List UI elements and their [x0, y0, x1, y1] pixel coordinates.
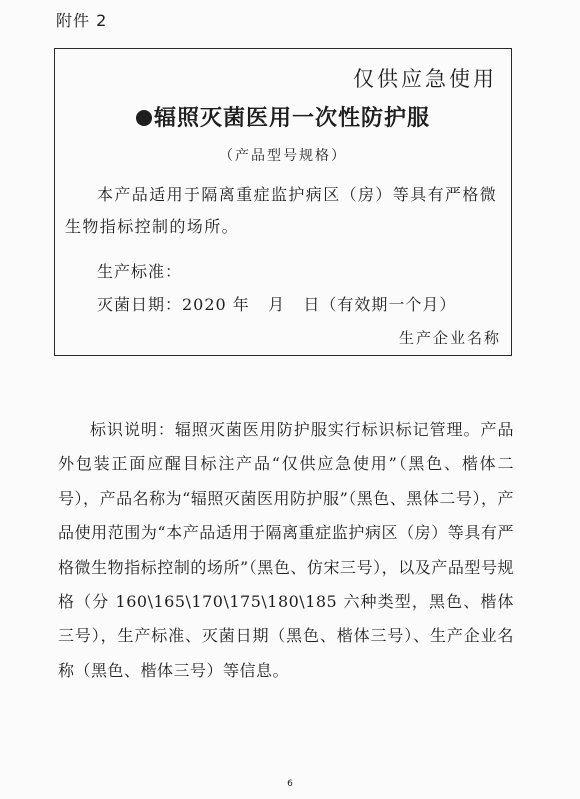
- product-label-box: [54, 48, 512, 356]
- attachment-label: 附件 2: [56, 11, 108, 30]
- bullet-dot-icon: [136, 110, 152, 126]
- product-name-text: 辐照灭菌医用一次性防护服: [153, 106, 430, 131]
- product-name-title: [55, 101, 511, 132]
- product-scope-text: 本产品适用于隔离重症监护病区（房）等具有严格微生物指标控制的场所。: [65, 185, 498, 236]
- label-explanation-paragraph: 标识说明：辐照灭菌医用防护服实行标识标记管理。产品外包装正面应醒目标注产品“仅供应急使用”（黑色、楷体二号），产品名称为“辐照灭菌医用防护服”（黑色、黑体二号），产品使用范围为“本产品适用于隔离重症监护病区（房）等具有严格微生物指标控制的场所”（黑色、仿宋三号），以及产品型号规格（分 160\165\170\175\180\185 六种类型，黑色、楷体三号），生产标准、灭菌日期（黑色、楷体三号）、生产企业名称（黑色、楷体三号）等信息。: [58, 420, 514, 680]
- product-spec-note: （产品型号规格）: [219, 148, 347, 164]
- page-number: 6: [287, 779, 293, 789]
- emergency-use-note: 仅供应急使用: [353, 67, 497, 91]
- manufacturer-name-line: 生产企业名称: [398, 329, 501, 347]
- sterilization-date-line: 灭菌日期：2020 年 月 日（有效期一个月）: [97, 295, 457, 314]
- production-standard-line: 生产标准：: [97, 262, 183, 281]
